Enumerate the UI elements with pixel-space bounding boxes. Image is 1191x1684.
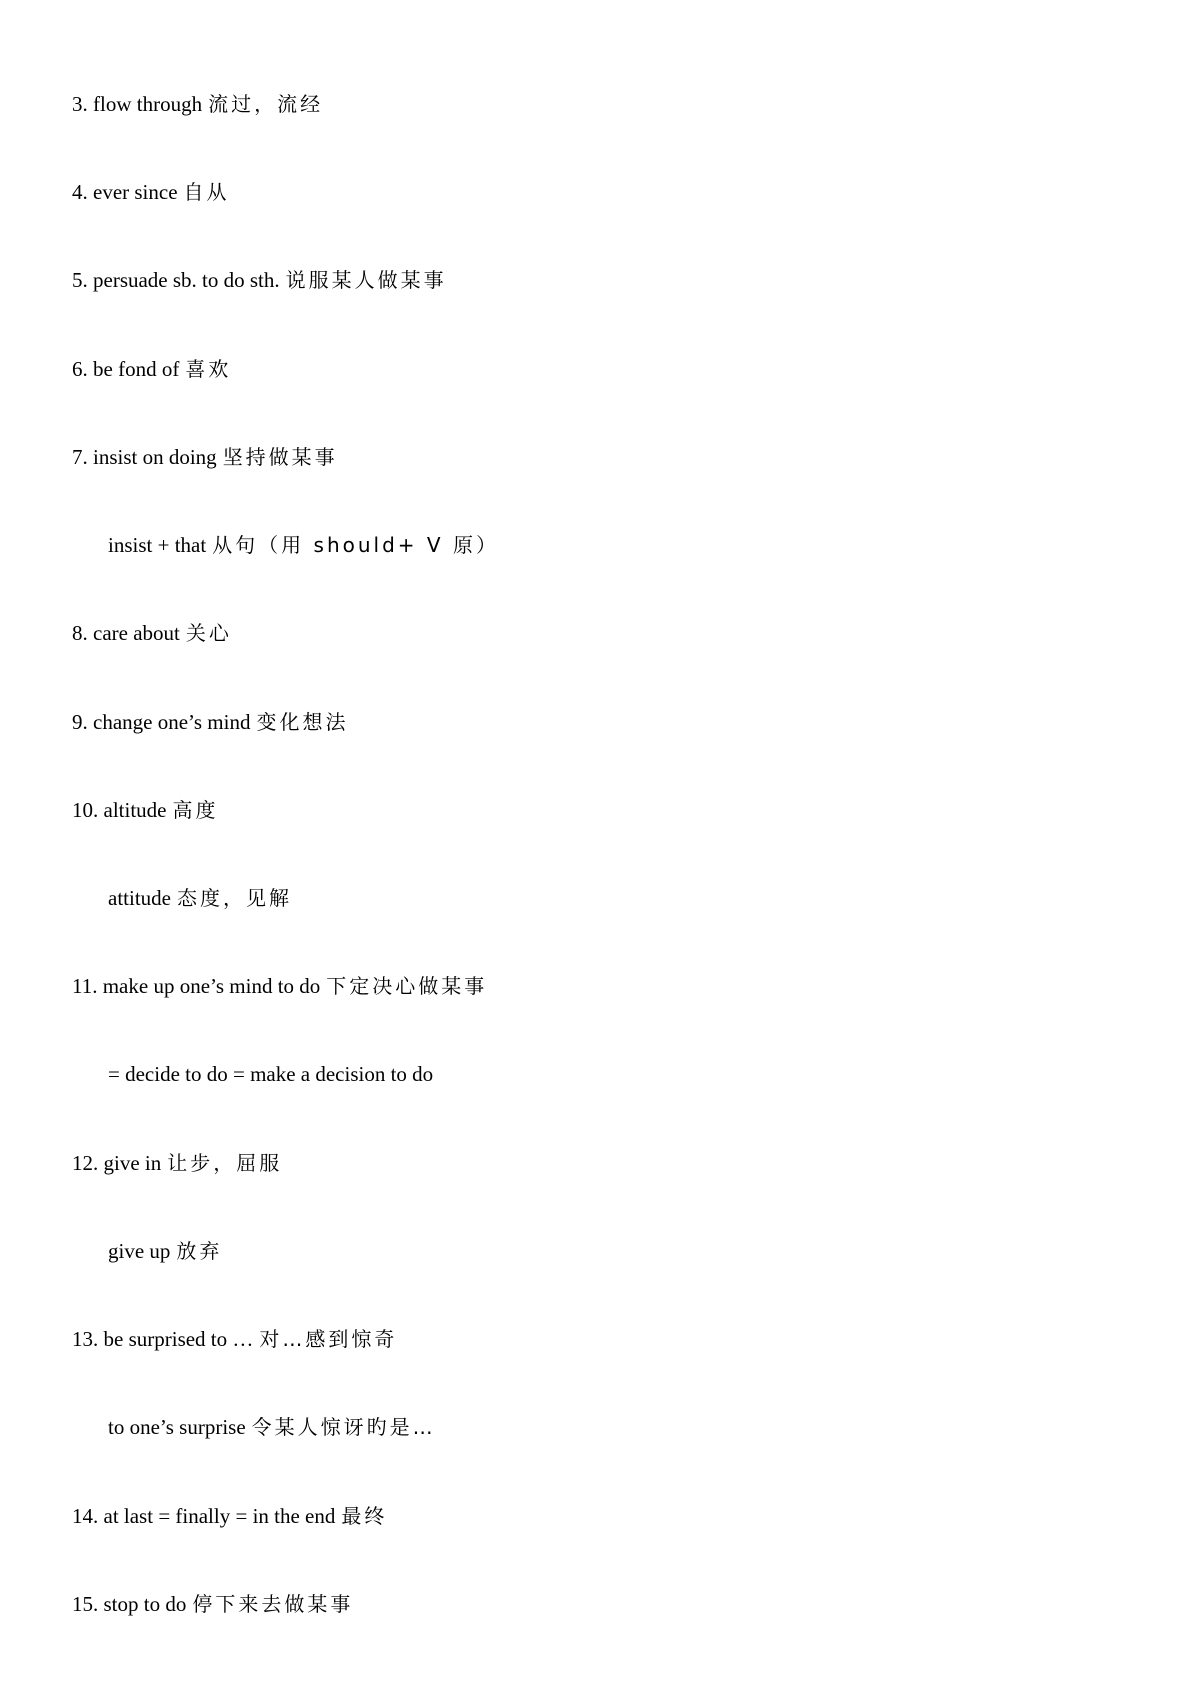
english-phrase: insist + that [108,533,207,557]
phrase-entry [72,442,338,472]
chinese-meaning: 放弃 [176,1239,223,1263]
english-phrase: 8. care about [72,621,180,645]
english-phrase: 14. at last = finally = in the end [72,1504,336,1528]
chinese-meaning: 流过，流经 [208,92,324,116]
phrase-entry [72,89,323,119]
phrase-subentry [108,1412,436,1442]
phrase-subentry [108,1236,222,1266]
chinese-meaning: 下定决心做某事 [326,974,488,998]
english-phrase: 7. insist on doing [72,445,217,469]
english-phrase: 6. be fond of [72,357,180,381]
chinese-meaning: 自从 [183,180,230,204]
chinese-meaning: 说服某人做某事 [285,268,447,292]
phrase-entry [72,1148,282,1178]
chinese-meaning: 停下来去做某事 [192,1592,354,1616]
phrase-subentry [108,883,292,913]
english-phrase: = decide to do = make a decision to do [108,1062,434,1086]
english-phrase: 5. persuade sb. to do sth. [72,268,280,292]
phrase-entry [72,971,487,1001]
chinese-meaning: 坚持做某事 [222,445,338,469]
english-phrase: 9. change one’s mind [72,710,251,734]
chinese-meaning: 喜欢 [185,357,232,381]
english-phrase: give up [108,1239,171,1263]
phrase-entry [72,265,447,295]
chinese-meaning: 关心 [185,621,232,645]
phrase-entry [72,1324,397,1354]
phrase-subentry [108,530,499,560]
english-phrase: 12. give in [72,1151,162,1175]
chinese-meaning: 变化想法 [256,710,349,734]
english-phrase: attitude [108,886,171,910]
english-phrase: 11. make up one’s mind to do [72,974,321,998]
chinese-meaning: 对…感到惊奇 [259,1327,398,1351]
phrase-entry [72,795,218,825]
english-phrase: 15. stop to do [72,1592,187,1616]
chinese-meaning: 最终 [341,1504,388,1528]
phrase-entry [72,354,231,384]
phrase-entry [72,707,348,737]
chinese-meaning: 让步，屈服 [167,1151,283,1175]
english-phrase: 10. altitude [72,798,167,822]
chinese-meaning: 高度 [172,798,219,822]
english-phrase: 4. ever since [72,180,178,204]
chinese-meaning: 令某人惊讶旳是… [251,1415,436,1439]
english-phrase: 13. be surprised to … [72,1327,254,1351]
phrase-entry [72,618,232,648]
phrase-entry [72,1589,353,1619]
chinese-meaning: 态度，见解 [176,886,292,910]
phrase-entry [72,177,230,207]
english-phrase: 3. flow through [72,92,203,116]
english-phrase: to one’s surprise [108,1415,246,1439]
phrase-entry [72,1501,387,1531]
chinese-meaning: 从句（用 should+ V 原） [212,533,499,557]
phrase-subentry [108,1059,433,1089]
